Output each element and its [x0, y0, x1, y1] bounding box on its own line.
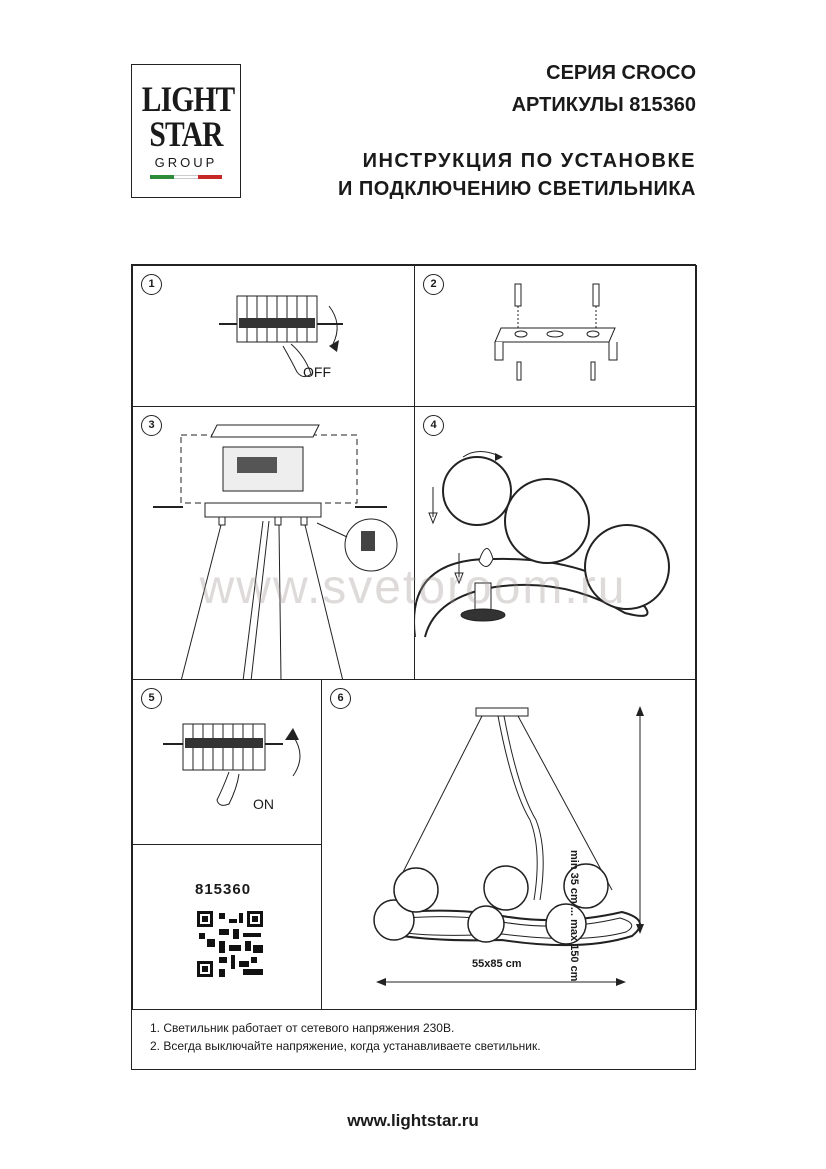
step-1-panel	[132, 265, 415, 407]
brand-logo	[131, 64, 241, 198]
logo-text-group: GROUP	[154, 155, 218, 170]
step-5-panel	[132, 679, 322, 845]
step-4-panel	[414, 406, 697, 680]
product-code: 815360	[195, 881, 252, 898]
notes-section	[132, 1009, 695, 1069]
wiring-connection-illustration	[133, 407, 415, 680]
off-label: OFF	[303, 364, 331, 380]
step-3-number: 3	[141, 415, 162, 436]
instruction-title-line2: И ПОДКЛЮЧЕНИЮ СВЕТИЛЬНИКА	[337, 178, 696, 200]
instruction-grid	[131, 264, 696, 1070]
breaker-off-illustration	[133, 266, 415, 407]
step-2-number: 2	[423, 274, 444, 295]
articles-title: АРТИКУЛЫ 815360	[511, 94, 696, 116]
breaker-on-illustration	[133, 680, 322, 845]
step-4-number: 4	[423, 415, 444, 436]
note-1: 1. Светильник работает от сетевого напряжения 230В.	[150, 1021, 455, 1035]
glass-shade-installation-illustration	[415, 407, 697, 680]
mounting-bracket-illustration	[415, 266, 697, 407]
italian-flag-stripe	[150, 175, 222, 179]
step-2-panel	[414, 265, 697, 407]
height-dimension: min 35 cm ... max 150 cm	[568, 850, 580, 982]
step-1-number: 1	[141, 274, 162, 295]
step-5-number: 5	[141, 688, 162, 709]
width-dimension: 55x85 cm	[472, 958, 522, 970]
logo-text-star: STAR	[149, 114, 223, 154]
note-2: 2. Всегда выключайте напряжение, когда устанавливаете светильник.	[150, 1039, 541, 1053]
step-6-number: 6	[330, 688, 351, 709]
series-title: СЕРИЯ CROCO	[546, 62, 696, 84]
step-3-panel	[132, 406, 415, 680]
logo-text-light: LIGHT	[141, 79, 235, 119]
watermark: www.svetoroom.ru	[199, 561, 627, 614]
instruction-title-line1: ИНСТРУКЦИЯ ПО УСТАНОВКЕ	[362, 150, 696, 172]
on-label: ON	[253, 796, 274, 812]
step-6-panel	[321, 679, 697, 1010]
qr-code	[133, 845, 322, 1010]
website-link[interactable]: www.lightstar.ru	[347, 1111, 479, 1130]
product-code-panel	[132, 844, 322, 1010]
